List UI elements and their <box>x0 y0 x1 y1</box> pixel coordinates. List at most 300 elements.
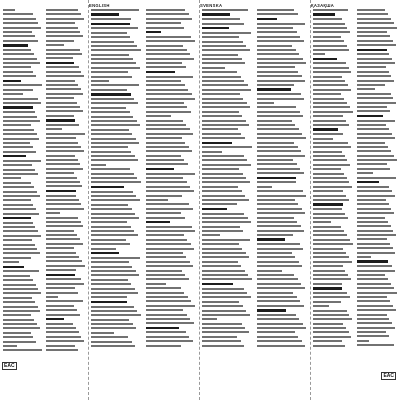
text-line <box>313 36 341 38</box>
text-line <box>257 142 295 144</box>
text-line <box>46 349 78 351</box>
text-line <box>146 283 166 285</box>
text-line <box>313 278 351 280</box>
text-line <box>146 120 183 122</box>
text-line <box>202 270 245 272</box>
text-line <box>313 155 345 157</box>
text-line <box>202 323 242 325</box>
text-line <box>257 155 305 157</box>
text-line <box>46 93 83 95</box>
text-line <box>357 71 389 73</box>
text-line <box>146 331 186 333</box>
text-line <box>91 151 131 153</box>
text-line <box>202 199 249 201</box>
text-line <box>313 186 352 188</box>
text-line <box>46 133 85 135</box>
text-line <box>313 213 345 215</box>
text-line <box>257 159 294 161</box>
text-line <box>3 98 38 100</box>
text-line <box>91 89 127 91</box>
text-line <box>257 80 306 82</box>
text-line <box>257 27 294 29</box>
text-line <box>91 279 128 281</box>
text-line <box>257 102 275 104</box>
text-line <box>313 138 333 140</box>
text-line <box>202 190 242 192</box>
text-line <box>313 296 350 298</box>
text-line <box>91 306 134 308</box>
text-line <box>146 252 183 254</box>
text-line <box>313 173 344 175</box>
text-line <box>357 238 387 240</box>
text-line <box>91 142 139 144</box>
text-line <box>313 53 325 55</box>
text-line <box>357 40 393 42</box>
text-line <box>146 248 195 250</box>
text-line <box>357 225 391 227</box>
text-line <box>3 49 31 51</box>
text-line <box>3 35 35 37</box>
text-line <box>257 274 295 276</box>
text-line <box>3 323 37 325</box>
text-line <box>202 203 237 205</box>
text-line <box>3 279 33 281</box>
text-line <box>3 284 36 286</box>
text-line <box>46 88 81 90</box>
text-line <box>357 296 387 298</box>
text-line <box>313 106 350 108</box>
text-line <box>257 177 296 179</box>
text-line <box>46 278 81 280</box>
text-line <box>146 40 195 42</box>
text-line <box>257 287 305 289</box>
text-line <box>46 53 82 55</box>
text-line <box>357 124 386 126</box>
text-line <box>3 292 41 294</box>
text-line <box>46 137 76 139</box>
text-line <box>357 146 388 148</box>
text-line <box>46 305 74 307</box>
text-line <box>46 287 75 289</box>
text-line <box>202 305 243 307</box>
text-line <box>257 168 301 170</box>
text-line <box>202 331 249 333</box>
text-line <box>46 71 81 73</box>
text-line <box>313 18 342 20</box>
text-line <box>146 155 181 157</box>
text-line <box>313 256 349 258</box>
text-line <box>91 239 126 241</box>
text-line <box>46 159 78 161</box>
text-line <box>257 98 305 100</box>
text-line <box>257 345 306 347</box>
text-line <box>313 252 346 254</box>
text-line <box>146 340 193 342</box>
text-line <box>257 36 301 38</box>
text-line <box>146 102 184 104</box>
text-line <box>146 84 185 86</box>
text-line <box>46 119 75 121</box>
text-line <box>3 327 40 329</box>
text-line <box>257 336 299 338</box>
text-line <box>202 18 240 20</box>
text-line <box>313 76 342 78</box>
text-line <box>146 66 186 68</box>
text-line <box>91 168 130 170</box>
text-line <box>46 345 75 347</box>
page-column-3 <box>199 0 310 400</box>
text-line <box>91 49 141 51</box>
text-line <box>313 71 351 73</box>
text-line <box>91 221 127 223</box>
text-line <box>257 221 298 223</box>
text-line <box>257 238 286 240</box>
text-line <box>46 340 84 342</box>
text-line <box>357 212 394 214</box>
text-line <box>257 120 292 122</box>
text-line <box>3 244 35 246</box>
text-line <box>46 102 77 104</box>
text-line <box>91 195 136 197</box>
text-line <box>313 217 348 219</box>
text-line <box>357 62 395 64</box>
text-line <box>146 177 184 179</box>
text-line <box>357 252 395 254</box>
text-line <box>313 23 345 25</box>
text-line <box>46 221 81 223</box>
text-line <box>146 36 192 38</box>
text-line <box>202 120 246 122</box>
text-line <box>313 283 342 285</box>
text-line <box>257 84 294 86</box>
text-line <box>357 283 391 285</box>
text-line <box>202 32 251 34</box>
text-line <box>357 265 392 267</box>
text-line <box>202 318 217 320</box>
text-line <box>91 217 139 219</box>
text-line <box>91 288 135 290</box>
text-line <box>146 128 190 130</box>
text-line <box>257 163 297 165</box>
text-line <box>3 195 40 197</box>
text-line <box>146 230 196 232</box>
text-line <box>257 71 299 73</box>
text-line <box>257 243 300 245</box>
text-line <box>91 341 132 343</box>
text-line <box>3 270 39 272</box>
text-line <box>257 270 282 272</box>
text-block-left <box>311 9 355 349</box>
text-line <box>357 318 389 320</box>
text-line <box>257 181 296 183</box>
text-line <box>91 243 130 245</box>
text-line <box>91 186 124 188</box>
text-line <box>357 203 389 205</box>
text-line <box>202 261 238 263</box>
text-line <box>313 93 341 95</box>
text-line <box>357 243 390 245</box>
text-line <box>3 341 36 343</box>
text-line <box>3 261 19 263</box>
text-line <box>313 13 335 15</box>
text-line <box>46 66 79 68</box>
text-line <box>357 314 387 316</box>
text-line <box>357 278 388 280</box>
text-line <box>257 234 293 236</box>
text-line <box>3 27 41 29</box>
text-line <box>3 186 34 188</box>
text-line <box>146 80 182 82</box>
text-line <box>257 230 305 232</box>
text-line <box>3 106 33 108</box>
text-line <box>313 45 347 47</box>
text-line <box>46 110 83 112</box>
text-line <box>3 18 36 20</box>
text-line <box>3 84 42 86</box>
text-line <box>3 314 31 316</box>
text-line <box>313 310 347 312</box>
text-line <box>257 31 297 33</box>
text-line <box>3 204 33 206</box>
text-line <box>146 146 189 148</box>
text-line <box>46 300 83 302</box>
text-line <box>91 226 131 228</box>
text-line <box>257 111 300 113</box>
text-line <box>357 155 394 157</box>
text-line <box>357 80 394 82</box>
text-line <box>202 164 251 166</box>
text-line <box>257 23 305 25</box>
text-line <box>313 80 345 82</box>
text-line <box>313 248 343 250</box>
text-line <box>46 9 78 11</box>
text-line <box>146 243 191 245</box>
text-line <box>357 181 379 183</box>
text-line <box>357 309 396 311</box>
text-line <box>357 97 393 99</box>
text-line <box>313 67 349 69</box>
text-line <box>91 116 133 118</box>
text-line <box>313 151 342 153</box>
text-line <box>146 186 191 188</box>
text-line <box>357 186 389 188</box>
text-line <box>313 142 348 144</box>
text-line <box>146 314 187 316</box>
text-line <box>146 137 182 139</box>
text-line <box>146 111 191 113</box>
text-line <box>146 221 170 223</box>
text-line <box>257 66 295 68</box>
text-line <box>3 102 41 104</box>
text-line <box>313 133 343 135</box>
text-line <box>3 160 41 162</box>
text-line <box>46 238 80 240</box>
text-line <box>202 181 250 183</box>
text-line <box>146 49 187 51</box>
text-line <box>357 75 391 77</box>
text-line <box>146 256 187 258</box>
text-line <box>146 265 194 267</box>
text-line <box>91 76 132 78</box>
text-line <box>357 331 386 333</box>
text-line <box>257 58 303 60</box>
text-line <box>91 102 138 104</box>
text-line <box>257 128 299 130</box>
text-line <box>257 278 298 280</box>
text-line <box>257 203 299 205</box>
text-line <box>146 31 161 33</box>
text-line <box>313 31 350 33</box>
text-line <box>3 22 38 24</box>
text-line <box>357 305 393 307</box>
text-line <box>202 128 238 130</box>
text-line <box>257 115 304 117</box>
text-line <box>202 76 241 78</box>
text-line <box>91 336 128 338</box>
text-line <box>46 260 82 262</box>
text-line <box>91 213 135 215</box>
text-line <box>357 13 388 15</box>
text-line <box>313 199 349 201</box>
text-line <box>257 340 302 342</box>
text-line <box>3 111 35 113</box>
text-line <box>46 283 84 285</box>
text-line <box>313 226 341 228</box>
text-line <box>357 195 395 197</box>
text-line <box>146 203 190 205</box>
text-line <box>46 225 83 227</box>
text-line <box>146 13 189 15</box>
text-line <box>91 252 119 254</box>
text-line <box>46 252 76 254</box>
column-heading: SVENSKA <box>200 3 223 8</box>
text-line <box>146 226 192 228</box>
text-line <box>357 335 389 337</box>
text-line <box>3 151 36 153</box>
text-line <box>146 115 171 117</box>
text-line <box>46 146 81 148</box>
text-line <box>202 239 250 241</box>
text-line <box>3 222 33 224</box>
text-line <box>357 300 390 302</box>
text-line <box>146 261 190 263</box>
text-line <box>91 296 127 298</box>
text-line <box>3 266 24 268</box>
text-line <box>257 124 296 126</box>
text-line <box>257 261 299 263</box>
text-line <box>257 212 306 214</box>
text-line <box>357 35 390 37</box>
text-line <box>313 261 352 263</box>
text-line <box>3 62 40 64</box>
text-line <box>46 49 80 51</box>
text-line <box>46 234 77 236</box>
text-line <box>91 345 135 347</box>
text-line <box>257 252 292 254</box>
text-line <box>357 247 393 249</box>
text-line <box>91 181 141 183</box>
text-line <box>46 27 78 29</box>
text-line <box>313 164 350 166</box>
text-line <box>46 208 84 210</box>
text-line <box>202 243 239 245</box>
text-line <box>257 13 298 15</box>
text-line <box>313 115 343 117</box>
text-line <box>3 66 31 68</box>
text-line <box>357 221 388 223</box>
text-line <box>46 150 84 152</box>
text-line <box>357 66 386 68</box>
text-line <box>313 203 343 205</box>
text-line <box>3 53 34 55</box>
text-line <box>46 309 77 311</box>
text-line <box>202 45 246 47</box>
text-line <box>202 89 251 91</box>
text-line <box>46 168 83 170</box>
text-line <box>257 45 293 47</box>
text-line <box>146 159 185 161</box>
text-line <box>46 128 62 130</box>
text-line <box>202 173 243 175</box>
text-line <box>202 49 250 51</box>
text-line <box>91 84 139 86</box>
text-line <box>257 217 294 219</box>
text-line <box>91 332 114 334</box>
text-line <box>257 300 301 302</box>
page-column-2 <box>88 0 199 400</box>
text-line <box>202 13 230 15</box>
text-line <box>313 62 346 64</box>
text-line <box>91 292 138 294</box>
text-line <box>3 310 40 312</box>
text-line <box>3 301 35 303</box>
text-line <box>357 163 387 165</box>
text-line <box>91 111 130 113</box>
text-line <box>202 252 246 254</box>
text-line <box>46 185 82 187</box>
text-line <box>46 203 81 205</box>
text-line <box>91 208 132 210</box>
text-line <box>357 49 387 51</box>
text-line <box>202 327 245 329</box>
column-heading <box>1 2 87 9</box>
text-line <box>357 292 397 294</box>
text-line <box>91 173 134 175</box>
text-line <box>357 322 392 324</box>
text-line <box>357 88 375 90</box>
text-line <box>202 168 239 170</box>
text-line <box>91 80 109 82</box>
text-line <box>257 323 303 325</box>
text-line <box>202 340 241 342</box>
text-line <box>146 199 169 201</box>
text-line <box>313 181 349 183</box>
text-line <box>91 58 133 60</box>
text-line <box>146 53 191 55</box>
text-line <box>357 18 391 20</box>
text-line <box>202 278 252 280</box>
text-line <box>313 265 343 267</box>
text-line <box>46 212 60 214</box>
text-line <box>91 133 132 135</box>
text-line <box>202 314 250 316</box>
text-line <box>46 269 76 271</box>
text-line <box>91 107 126 109</box>
text-line <box>202 177 246 179</box>
text-line <box>146 190 194 192</box>
text-line <box>357 84 385 86</box>
text-line <box>257 49 296 51</box>
